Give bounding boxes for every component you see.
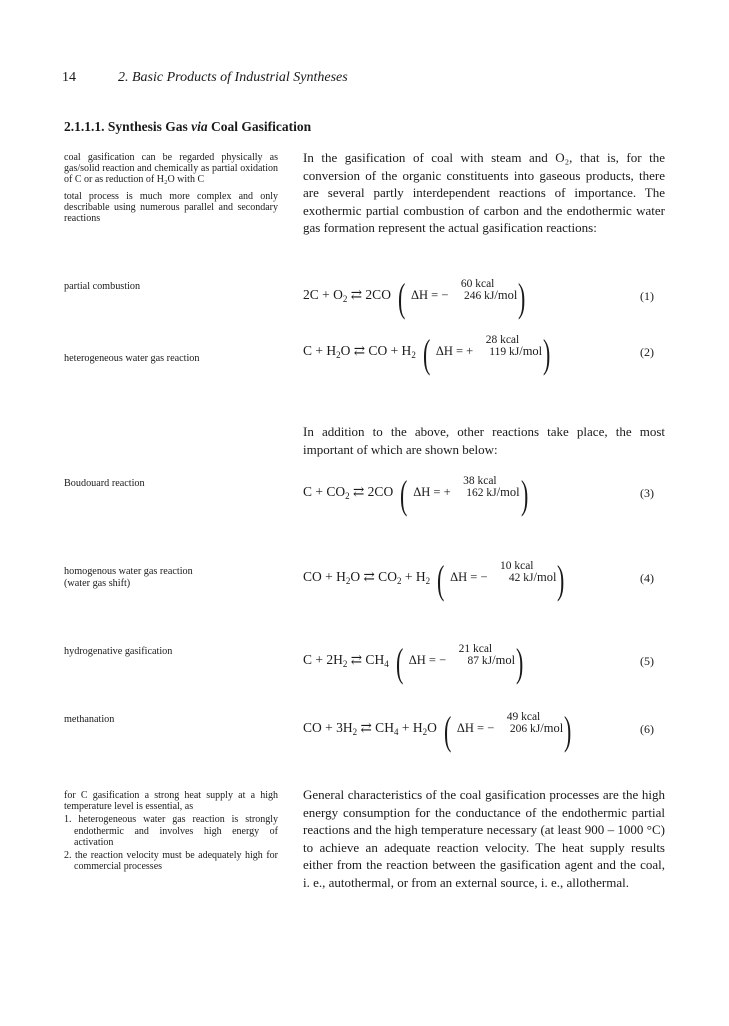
open-paren: ( — [395, 640, 404, 685]
kj-value: 246 kJ — [464, 290, 495, 302]
sidenote-intro-1: coal gasification can be regarded physically as gas/solid reaction and chemically as partial oxidation of C or as reduction of H₂O with C — [64, 152, 278, 186]
page-number: 14 — [62, 70, 76, 85]
delta-h: ΔH = + — [435, 344, 474, 358]
equation-number: (3) — [640, 486, 654, 500]
equation-number: (5) — [640, 654, 654, 668]
kj-value: 162 kJ — [466, 487, 497, 499]
section-title — [64, 119, 311, 135]
section-title-post: Coal Gasification — [211, 119, 312, 134]
close-paren: ) — [516, 640, 524, 685]
section-title-via: via — [191, 119, 208, 134]
open-paren: ( — [443, 708, 452, 753]
delta-h: ΔH = − — [408, 653, 447, 667]
kj-value: 42 kJ — [508, 572, 534, 584]
kcal-value: 10 kcal — [499, 560, 534, 572]
open-paren: ( — [437, 557, 445, 602]
sidenote-final — [64, 790, 278, 872]
reaction-equation — [303, 275, 603, 321]
unit: /mol — [492, 653, 516, 667]
unit: /mol — [533, 570, 557, 584]
reaction-equation — [303, 640, 603, 686]
kcal-value: 49 kcal — [506, 711, 541, 723]
kj-value: 206 kJ — [509, 723, 541, 735]
reaction-equation — [303, 708, 603, 754]
equation-number: (2) — [640, 345, 654, 359]
running-header: 2. Basic Products of Industrial Syntheses — [118, 70, 348, 85]
paragraph-final — [303, 786, 665, 892]
close-paren: ) — [564, 708, 572, 753]
kcal-value: 38 kcal — [463, 475, 497, 487]
delta-h: ΔH = − — [450, 570, 488, 584]
sidenote-final-intro: for C gasification a strong heat supply at a high temperature level is essential, as — [64, 790, 278, 813]
equation-number: (4) — [640, 571, 654, 585]
unit: /mol — [496, 485, 520, 499]
close-paren: ) — [518, 275, 526, 320]
close-paren: ) — [557, 557, 565, 602]
list-item: 1. heterogeneous water gas reaction is strongly endothermic and involves high energy of activation — [64, 814, 278, 848]
reaction-equation — [303, 557, 603, 603]
paragraph-middle — [303, 423, 665, 458]
equation-text: CO + $H_2O$ ⇄ $CO_2 + H_2$ — [303, 569, 431, 586]
paragraph-intro-text: In the gasification of coal with steam and O₂, that is, for the conversion of the organic constituents into gaseous products, there are several partly interdependent reactions of importance. The exothermic partial combustion of carbon and the endothermic water gas formation represent the actual gasification reactions: — [303, 150, 665, 236]
paragraph-final-text: General characteristics of the coal gasification processes are the high energy consumption for the conductance of the endothermic partial reactions and the high temperature necessary (at least 900 – 1000 °C) to achieve an adequate reaction velocity. The heat supply results either from the reaction between the gasification agent and the coal, i. e., autothermal, or from an external source, i. e., allothermal. — [303, 787, 665, 890]
close-paren: ) — [543, 331, 551, 376]
paragraph-intro — [303, 149, 665, 237]
delta-h: ΔH = − — [456, 721, 495, 735]
equation-number: (6) — [640, 722, 654, 736]
kcal-value: 21 kcal — [458, 643, 493, 655]
paragraph-middle-text: In addition to the above, other reactions take place, the most important of which are shown below: — [303, 424, 665, 457]
equation-text: CO + $3H_2$ ⇄ $CH_4 + H_2O$ — [303, 720, 437, 737]
reaction-label: heterogeneous water gas reaction — [64, 353, 200, 364]
equation-text: $C + H_2O$ ⇄ CO + $H_2$ — [303, 343, 416, 360]
kcal-value: 28 kcal — [485, 334, 520, 346]
kcal-value: 60 kcal — [460, 278, 495, 290]
delta-h: ΔH = + — [413, 485, 451, 499]
equation-text: $C + CO_2$ ⇄ 2CO — [303, 484, 394, 501]
sidenote-intro-2: total process is much more complex and only describable using numerous parallel and secondary reactions — [64, 190, 278, 225]
kj-value: 119 kJ — [489, 346, 520, 358]
delta-h: ΔH = − — [410, 288, 449, 302]
unit: /mol — [540, 721, 564, 735]
list-item: 2. the reaction velocity must be adequately high for commercial processes — [64, 850, 278, 873]
reaction-label: Boudouard reaction — [64, 478, 145, 489]
kj-value: 87 kJ — [467, 655, 493, 667]
open-paren: ( — [400, 472, 408, 517]
equation-text: $2C + O_2$ ⇄ 2CO — [303, 287, 391, 304]
sidenote-final-list — [64, 814, 278, 872]
reaction-label: partial combustion — [64, 281, 141, 292]
close-paren: ) — [520, 472, 528, 517]
unit: /mol — [494, 288, 518, 302]
reaction-equation — [303, 331, 603, 377]
reaction-label: homogenous water gas reaction (water gas shift) — [64, 566, 193, 589]
reaction-equation — [303, 472, 603, 518]
reaction-label: hydrogenative gasification — [64, 646, 173, 657]
reaction-label: methanation — [64, 714, 115, 725]
equation-text: $C + 2H_2$ ⇄ $CH_4$ — [303, 652, 389, 669]
open-paren: ( — [397, 275, 406, 320]
open-paren: ( — [422, 331, 431, 376]
equation-number: (1) — [640, 289, 654, 303]
section-title-pre: Synthesis Gas — [107, 119, 188, 134]
unit: /mol — [519, 344, 543, 358]
sidenote-intro — [64, 152, 278, 224]
section-number: 2.1.1.1. — [64, 119, 105, 134]
